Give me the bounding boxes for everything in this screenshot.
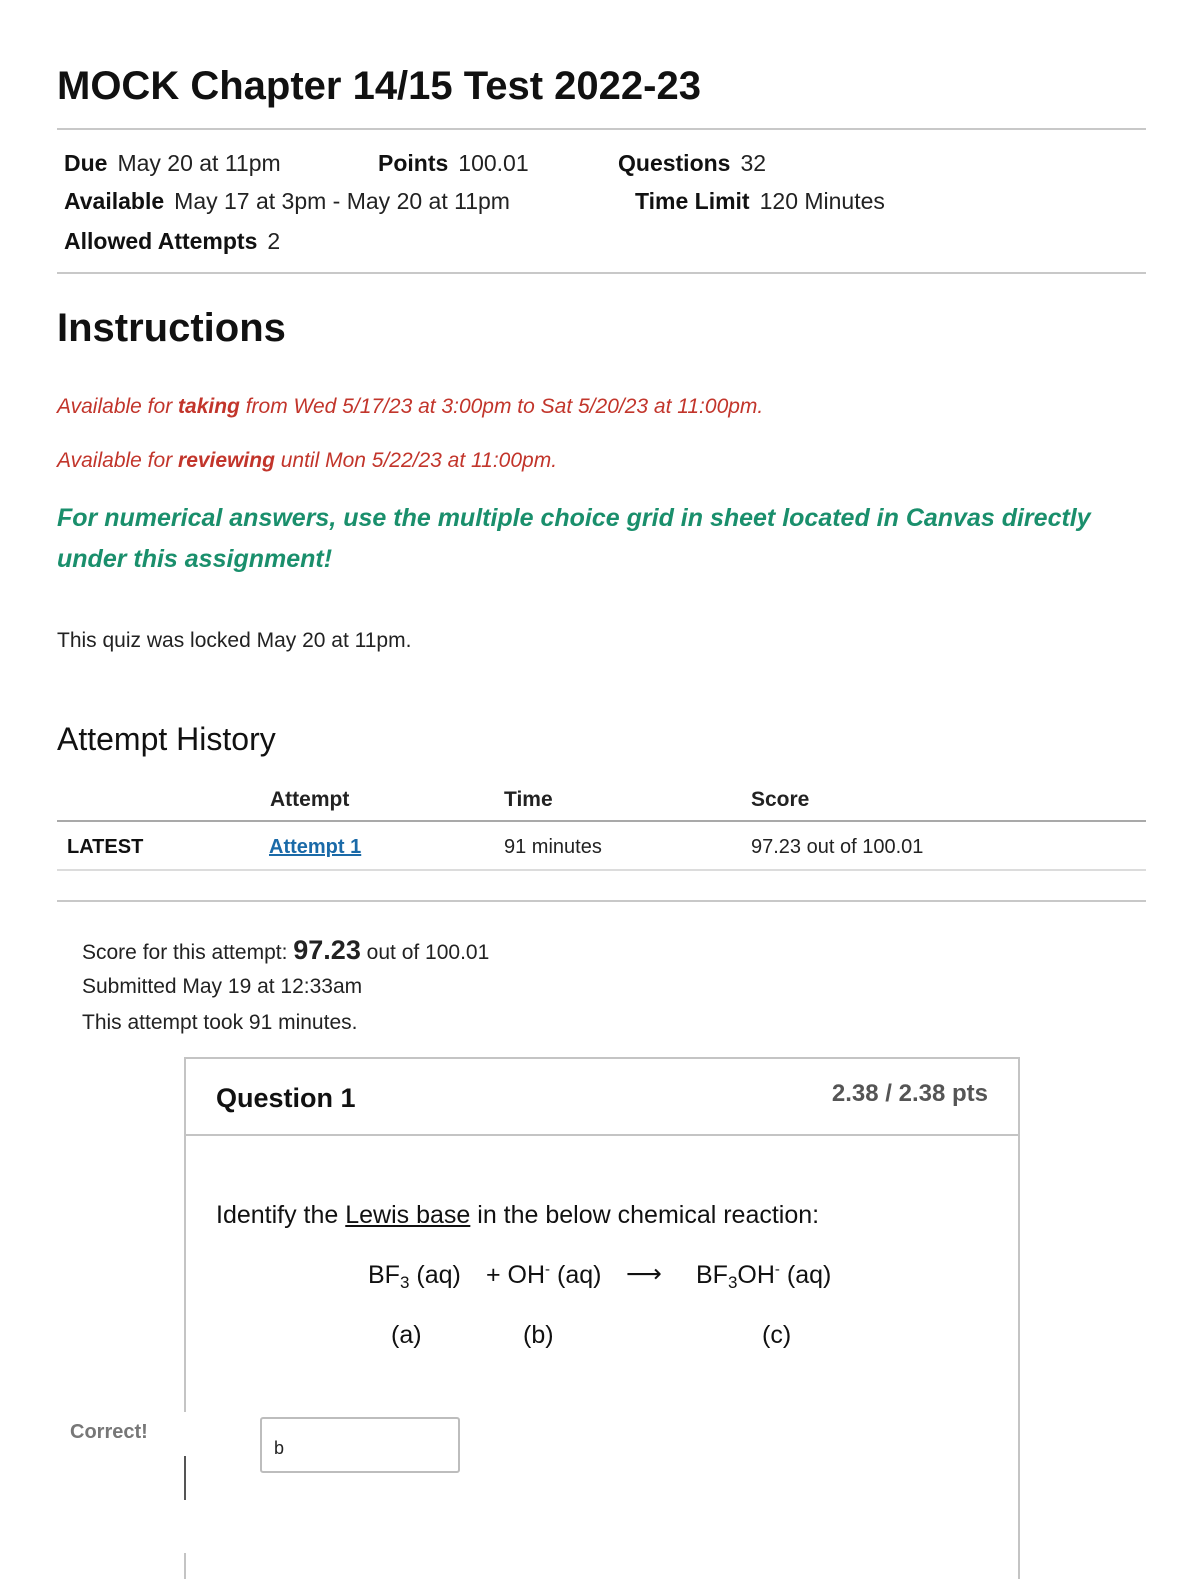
divider bbox=[57, 900, 1146, 902]
questions-value: 32 bbox=[740, 150, 767, 176]
attempt-duration: This attempt took 91 minutes. bbox=[82, 1011, 358, 1034]
attempt-score-summary bbox=[82, 935, 489, 966]
formula-subscript: 3 bbox=[399, 1273, 410, 1292]
table-header-divider bbox=[57, 820, 1146, 822]
points-label: Points bbox=[378, 150, 449, 176]
attempts-label: Allowed Attempts bbox=[64, 228, 258, 254]
formula-text: + OH bbox=[486, 1261, 546, 1289]
availability-emphasis: taking bbox=[178, 395, 240, 418]
due-value: May 20 at 11pm bbox=[117, 150, 281, 176]
time-limit-info bbox=[635, 188, 885, 215]
prompt-underlined-term: Lewis base bbox=[345, 1201, 471, 1229]
quiz-locked-note: This quiz was locked May 20 at 11pm. bbox=[57, 629, 412, 652]
question-prompt bbox=[216, 1201, 819, 1230]
available-info bbox=[64, 188, 510, 215]
divider bbox=[57, 272, 1146, 274]
questions-info bbox=[618, 150, 766, 177]
column-header-attempt: Attempt bbox=[270, 788, 350, 811]
availability-text: until Mon 5/22/23 at 11:00pm. bbox=[274, 449, 558, 472]
label-c: (c) bbox=[762, 1321, 792, 1349]
label-b: (b) bbox=[523, 1321, 554, 1349]
divider bbox=[57, 128, 1146, 130]
availability-taking bbox=[57, 395, 763, 419]
column-header-score: Score bbox=[751, 788, 810, 811]
attempt-1-link[interactable]: Attempt 1 bbox=[269, 836, 362, 858]
instructions-heading: Instructions bbox=[57, 306, 286, 350]
points-value: 100.01 bbox=[458, 150, 529, 176]
available-label: Available bbox=[64, 188, 165, 214]
answer-field[interactable] bbox=[260, 1417, 460, 1473]
score-summary-text: Score for this attempt: bbox=[82, 941, 294, 964]
time-limit-value: 120 Minutes bbox=[759, 188, 885, 214]
latest-tag: LATEST bbox=[67, 836, 144, 858]
column-header-time: Time bbox=[504, 788, 553, 811]
points-info bbox=[378, 150, 529, 177]
due-info bbox=[64, 150, 281, 177]
reactant-bf3 bbox=[368, 1261, 461, 1293]
score-value: 97.23 bbox=[293, 935, 361, 965]
label-a: (a) bbox=[391, 1321, 422, 1349]
answer-marker bbox=[184, 1456, 186, 1500]
numerical-answers-note: For numerical answers, use the multiple choice grid in sheet located in Canvas directly under this assignment! bbox=[57, 504, 1091, 573]
formula-text: BF bbox=[696, 1261, 728, 1289]
correct-answer-label: Correct! bbox=[70, 1421, 148, 1443]
availability-text: Available for bbox=[57, 395, 179, 418]
attempt-time: 91 minutes bbox=[504, 836, 602, 858]
question-card bbox=[184, 1057, 1020, 1579]
attempts-info bbox=[64, 228, 280, 255]
time-limit-label: Time Limit bbox=[635, 188, 750, 214]
submitted-time: Submitted May 19 at 12:33am bbox=[82, 975, 363, 998]
availability-text: from Wed 5/17/23 at 3:00pm to Sat 5/20/23 at 11:00pm. bbox=[239, 395, 764, 418]
product-bf3oh bbox=[696, 1261, 831, 1293]
reaction-arrow-icon: ⟶ bbox=[626, 1260, 662, 1288]
attempt-score: 97.23 out of 100.01 bbox=[751, 836, 924, 858]
formula-subscript: 3 bbox=[727, 1273, 738, 1292]
score-summary-text: out of 100.01 bbox=[360, 941, 490, 964]
formula-text: OH bbox=[737, 1261, 775, 1289]
question-header bbox=[186, 1059, 1018, 1136]
table-row-divider bbox=[57, 869, 1146, 871]
attempt-history-heading: Attempt History bbox=[57, 721, 276, 757]
formula-superscript: - bbox=[774, 1261, 780, 1278]
availability-text: Available for bbox=[57, 449, 179, 472]
reactant-hydroxide bbox=[486, 1261, 601, 1290]
answer-value: b bbox=[274, 1438, 285, 1458]
questions-label: Questions bbox=[618, 150, 731, 176]
formula-text: (aq) bbox=[779, 1261, 832, 1289]
formula-superscript: - bbox=[545, 1261, 551, 1278]
due-label: Due bbox=[64, 150, 108, 176]
prompt-text: Identify the bbox=[216, 1201, 346, 1229]
formula-text: BF bbox=[368, 1261, 400, 1289]
formula-text: (aq) bbox=[409, 1261, 461, 1289]
available-value: May 17 at 3pm - May 20 at 11pm bbox=[174, 188, 510, 214]
availability-reviewing bbox=[57, 449, 557, 473]
question-title: Question 1 bbox=[216, 1083, 356, 1113]
formula-text: (aq) bbox=[550, 1261, 602, 1289]
question-points: 2.38 / 2.38 pts bbox=[831, 1080, 988, 1107]
availability-emphasis: reviewing bbox=[178, 449, 275, 472]
page-title: MOCK Chapter 14/15 Test 2022-23 bbox=[57, 64, 701, 108]
prompt-text: in the below chemical reaction: bbox=[470, 1201, 820, 1229]
attempts-value: 2 bbox=[267, 228, 281, 254]
